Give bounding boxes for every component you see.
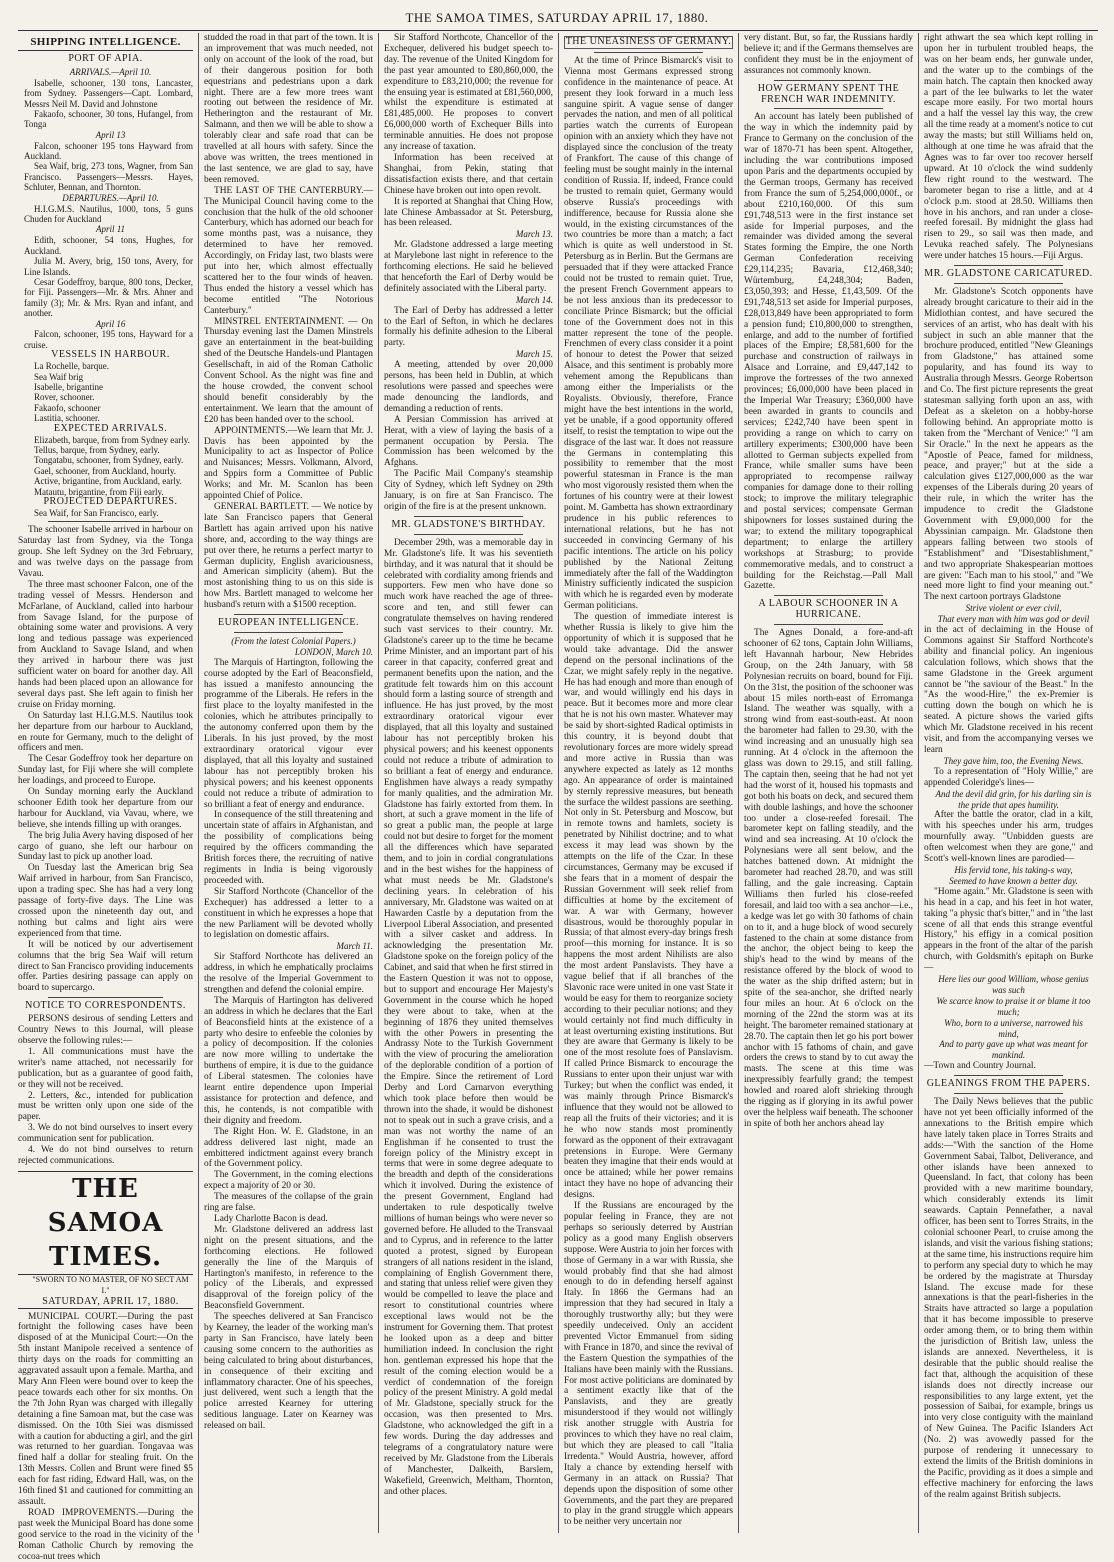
- european-heading: EUROPEAN INTELLIGENCE.: [218, 617, 359, 629]
- divider: [774, 595, 883, 596]
- expected-list: [18, 435, 193, 497]
- port-heading: PORT OF APIA.: [68, 52, 143, 64]
- divider: [48, 997, 163, 998]
- list-item: Fakaofo, schooner: [34, 402, 101, 413]
- notice-item: PERSONS desirous of sending Letters and Country News to this Journal, will please observe the following rules:—: [18, 1014, 193, 1046]
- verse-line: Seemed to have known a better day.: [949, 875, 1078, 886]
- divider: [954, 1075, 1063, 1076]
- paragraph: The schooner Isabelle arrived in harbour on Saturday last from Sydney, via the Tonga group. She left Sydney on the 3rd February, and was twelve days on the passage from Vavau.: [18, 525, 193, 579]
- divider: [954, 1093, 1063, 1094]
- column-3: [378, 33, 558, 1533]
- date-box: [18, 1275, 193, 1309]
- list-item: Isabelle, brigantine: [34, 382, 103, 392]
- verse-line: Strive violent or ever civil,: [965, 603, 1062, 614]
- paragraph: Lady Charlotte Bacon is dead.: [214, 1213, 328, 1224]
- harbour-heading: VESSELS IN HARBOUR.: [51, 349, 170, 361]
- list-item: La Rochelle, barque.: [34, 361, 109, 372]
- indemnity-heading: HOW GERMANY SPENT THE FRENCH WAR INDEMNITY.: [757, 82, 900, 105]
- list-item: Gael, schooner, from Auckland, hourly.: [34, 465, 177, 476]
- paragraph: Mr. Gladstone's Scotch opponents have already brought caricature to their aid in the Midlothian contest, and have secured the services of an artist, who has dealt with his subject in such an able manner that the brochure produced, entitled "New Gleanings from Gladstone," has attained some popularity, and has found its way to Australia through Messrs. George Robertson and Co. The first picture represents the great statesman sallying forth upon an ass, with Defeat as a skeleton on a hobby-horse following behind. An appropriate motto is taken from the "Merchant of Venice:" "I am Sir Oracle." In the next he appears as the "Apostle of Peace, famed for mildness, peace, and prayer;" but at the side a calculation gives £127,000,000 as the war expenses of the Liberals during 20 years of their rule, in which the writer has the impudence to credit the Gladstone Government with £9,000,000 for the Abyssinian campaign. Mr. Gladstone then appears falling between two stools of "Establishment" and "Disestablishment," and two appropriate Shakespearian mottoes are given: "Each man to his stool," and "We need more light to find your meaning out." The next cartoon portrays Gladstone: [924, 286, 1093, 603]
- paragraph: Sir Stafford Northcote has delivered an address, in which he emphatically proclaims the resolve of the Imperial Government to strengthen and defend the colonial empire.: [204, 952, 373, 995]
- notice-item: 1. All communications must have the writer's name attached, not necessarily for publication, but as a guarantee of good faith, or they will not be received.: [18, 1046, 193, 1090]
- list-item: Falcon, schooner, 195 tons, Hayward for a cruise.: [24, 329, 193, 350]
- paragraph: It will be noticed by our advertisement columns that the brig Sea Waif will return direct to San Francisco providing inducements offer. Parties desiring passage can apply on board to supercargo.: [18, 939, 193, 994]
- list-item: Rover, schooner.: [34, 392, 95, 403]
- paragraph: THE LAST OF THE CANTERBURY.—The Municipal Council having come to the conclusion that the hulk of the old schooner Canterbury, which has adorned our beach for some months past, was a nuisance, they determined to have her removed. Accordingly, on Friday last, two blasts were put into her, which almost effectually scattered her to the four winds of heaven. Thus ended the history a vessel which has become entitled "The Notorious Canterbury.": [204, 185, 373, 316]
- verse-line: Here lies our good William, whose genius was such: [938, 974, 1089, 995]
- list-item: Sea Waif, brig, 273 tons, Wagner, from San Francisco. Passengers—Messrs. Hayes, Schluter, Bennan, and Thornton.: [24, 161, 193, 193]
- paragraph: APPOINTMENTS.—We learn that Mr. J. Davis has been appointed by the Municipality to act as Inspector of Police and Nuisances; Messrs. Volkmann, Alvord, and Sppirs form a Committee of Public Works; and Mr. M. Scanlon has been appointed Chief of Police.: [204, 425, 373, 502]
- paragraph: ROAD IMPROVEMENTS.—During the past week the Municipal Board has done some good service to the road in the vicinity of the Roman Catholic Church by removing the cocoa-nut trees which: [18, 1507, 193, 1562]
- paragraph: GENERAL BARTLETT. — We notice by late San Francisco papers that General Bartlett has again arrived upon his native shore, and, according to the way things are put over there, he returns a perfect martyr to German duplicity, English avariciousness, and American simplicity (ahem). But the most astonishing thing to us on this side is how Mrs. Bartlett managed to welcome her husband's return with a $1500 reception.: [204, 501, 373, 611]
- verse-line: They gave him, too, the Evening News.: [943, 755, 1084, 766]
- paragraph: To a representation of "Holy Willie," are appended Coleridge's lines—: [924, 766, 1093, 788]
- paragraph: Mr. Gladstone delivered an address last night on the present situations, and the forthcoming elections. He followed generally the line of the Marquis of Hartington's manifesto, in reference to the policy of the Liberals, and expressed disapproval of the foreign policy of the Beaconsfield Government.: [204, 1224, 373, 1312]
- paragraph: The Pacific Mail Company's steamship City of Sydney, which left Sydney on 29th January, is on fire at San Francisco. The origin of the fire is at the present unknown.: [384, 469, 553, 512]
- paragraph: December 29th, was a memorable day in Mr. Gladstone's life. It was his seventieth birthday, and it was natural that it should be celebrated with cordiality among friends and supporters. Few men who have done so much work have reached the age of three-score and ten, and still fewer can congratulate themselves on having rendered such vast services to their country. Mr. Gladstone's career up to the time he became Prime Minister, and an important part of his career in that capacity, conferred great and permanent benefits upon the nation, and the gratitude felt towards him on this account should form a lasting source of strength and influence. He has just proved, by the most extraordinary oratorical vigour ever displayed, that all this loyalty and sustained labour has not perceptibly broken his physical powers; and his keenest opponents could not reduce a tribute of admiration to so brilliant a feat of energy and endurance. Englishmen have always a ready sympathy for manly qualities, and the admiration Mr. Gladstone has fairly extorted from them. In short, at such a grave moment in the life of so great a public man, the people at large could not but desire to forget for the moment all the differences which have separated them, and to join in cordial congratulations and in the best wishes for the happiness of what must needs be Mr. Gladstone's declining years. In celebration of his anniversary, Mr. Gladstone was waited on at Hawarden Castle by a deputation from the Liverpool Liberal Association, and presented with a silver casket and address. In acknowledging the presentation Mr. Gladstone spoke on the foreign policy of the Cabinet, and said that when he first stirred in the Eastern Question it was not to oppose, but to support and encourage Her Majesty's Government in the course which he hoped they were about to take, when at the beginning of 1876 they united themselves with the other Powers in presenting the Andrassy Note to the Turkish Government with the view of procuring the amelioration of the deplorable condition of a portion of the Empire. Since the retirement of Lord Derby and Lord Carnarvon everything which took place before then would be thrown into the shade, it would be dishonest not to speak out in such a grave crisis, and a man was not worthy the name of an Englishman if he consented to trust the foreign policy of the Ministry except in terms that were in some degree adequate to the breadth and depth of the considerations which it involved. During the existence of the present Government, England had undertaken to rule despotically twelve millions of human beings who were never so governed before. He alluded to the Transvaal and to Cyprus, and in reference to the latter quoted a protest, signed by European strangers of all nations resident in the island, complaining of English Government there, and stating that unless relief were given they would be compelled to leave the place and resort to constitutional countries where exceptional laws would not be the instrument for Governing them. That protest he looked upon as a deep and bitter humiliation indeed. In conclusion the right hon. gentleman expressed his hope that the result of the coming election would be a verdict of condemnation of the foreign policy of the present Ministry. A gold medal of Mr. Gladstone, specially struck for the occasion, was then presented to Mrs. Gladstone, who acknowledged the gift in a few words. During the day addresses and telegrams of a congratulatory nature were received by Mr. Gladstone from the Liberals of Manchester, Dalkeith, Barslem, Wakefield, Greenwich, Meltham, Thornton, and other places.: [384, 537, 553, 1497]
- paragraph: On Saturday last H.I.G.M.S. Nautilus took her departure from our harbour to Auckland, en route for Germany, much to the delight of officers and men.: [18, 710, 193, 754]
- verse-line: That every man with him was god or devil: [937, 614, 1090, 625]
- divider: [48, 521, 163, 522]
- paragraph: The brig Julia Avery having disposed of her cargo of guano, she left our harbour on Sunday last to pick up another load.: [18, 830, 193, 863]
- paragraph: Sir Stafford Northcote, Chancellor of the Exchequer, delivered his budget speech to-day. The revenue of the United Kingdom for the past year amounted to £80,860,000, the expenditure to £83,210,000; the revenue for the ensuing year is estimated at £81,560,000, whilst the expenditure is estimated at £81,485,000. He proposes to convert £6,000,000 worth of Exchequer Bills into terminable annuities. He does not propose any increase of taxation.: [384, 33, 553, 153]
- paragraph: After the battle the orator, clad in a kilt, with his speeches under his arm, trudges mournfully away. "Unbidden guests are often welcomest when they are gone," and Scott's well-known lines are parodied—: [924, 810, 1093, 865]
- projected-heading: PROJECTED DEPARTURES.: [43, 495, 178, 507]
- paragraph: The question of immediate interest is whether Russia is likely to give him the opportunity of which it is supposed that he would take advantage. Did the answer depend on the personal inclinations of the Czar, we might safely reply in the negative. He has had enough and more than enough of war, and would willingly end his days in peace. But it becomes more and more clear that he is not his own master. Whatever may be said by short-sighted Radical optimists in this country, it is beyond doubt that revolutionary forces are more widely spread and more active in Russia than was anywhere expected as lately as 12 months ago. An appearance of order is maintained by sternly repressive measures, but beneath the surface the wildest passions are seething. Not only in St. Petersburg and Moscow, but in remote towns and hamlets, society is penetrated by Nihilist doctrine; and to what excess it may lead was shown by the attempts on the life of the Czar. In these circumstances, Germany may be excused if she fears that in a moment of despair the Russian Government will seek relief from difficulties at home by the excitement of war. A war with Germany, however disastrous, would be thoroughly popular in Russia; of that almost every-day brings fresh proof—this morning for instance. It is so happens the most ardent Nihilists are also the most ardent Panslavists. They have a vague belief that if all branches of the Slavonic race were united in one vast State it would be easy for them to reorganize society according to their peculiar notions; and they would certainly not find much difficulty in at least overturning existing institutions. But they are aware that Germany is likely to be one of the most resolute foes of Panslavism. If called Prince Bismarck to encourage the Russians to enter upon their unjust war with Turkey; but when the conflict was ended, it was mainly through Prince Bismarck's influence that they would not be allowed to reap all the fruits of their victories; and it is he who now stands most prominently forward as the opponent of their extravagant pretensions in Europe. Were Germany beaten they imagine that their ends would at once be attained; while her power remains intact they have no hope of advancing their designs.: [564, 612, 733, 1201]
- column-1: [18, 33, 198, 1562]
- paragraph: Sir Stafford Northcote (Chancellor of the Exchequer) has addressed a letter to a constituent in which he expresses a hope that the new Parliament will be devoted wholly to legislation on domestic affairs.: [204, 886, 373, 941]
- list-item: H.I.G.M.S. Nautilus, 1000, tons, 5 guns Chuden for Auckland: [24, 203, 193, 224]
- page-masthead: THE SAMOA TIMES, SATURDAY APRIL 17, 1880.: [405, 10, 709, 25]
- european-subheading: (From the latest Colonial Papers.): [231, 635, 356, 646]
- verse-line: His fervid tone, his taking-s way,: [954, 864, 1073, 875]
- divider: [414, 534, 523, 535]
- arrivals-list: [18, 78, 193, 193]
- paragraph: The Earl of Derby has addressed a letter to the Earl of Sefton, in which he declares formally his definite adhesion to the Liberal party.: [384, 305, 553, 349]
- notice-item: 3. We do not bind ourselves to insert every communication sent for publication.: [18, 1123, 193, 1145]
- list-item: Sea Waif, for San Francisco, early.: [34, 507, 159, 518]
- dateline: March 15.: [515, 349, 553, 360]
- paragraph: studded the road in that part of the town. It is an improvement that was much needed, not only on account of the look of the road, but of their dangerous position for both equestrians and pedestrians upon a dark night. There are a few more trees want rooting out between the residence of Mr. Hetherington and the restaurant of Mr. Salmann, and then we will be able to show a tolerably clear and safe road that can be travelled at all hours with safety. Since the above was written, the trees mentioned in the last sentence, we are glad to say, have been removed.: [204, 33, 373, 185]
- newspaper-title-banner: THE SAMOA TIMES.: [18, 1171, 193, 1275]
- paragraph: At the time of Prince Bismarck's visit to Vienna most Germans expressed strong confidence in the maintenance of peace. At present they look forward in a much less sanguine spirit. A vague sense of danger pervades the nation, and men of all political parties watch the currents of European opinion with an anxiety which they have not displayed since the conclusion of the treaty of Frankfort. The cause of this change of feeling must be sought mainly in the internal condition of Russia. If, indeed, France could be trusted to remain quiet, Germany would observe Russia's proceedings with indifference, because for Russia alone she would, in the existing circumstances of the two countries be more than a match; a fact which is quite as well understood in St. Petersburg as in Berlin. But the Germans are persuaded that if they were attacked France could not be trusted to remain quiet. True, the present French Government appears to be not less anxious than its predecessor to conciliate Prince Bismarck; but the official tone of the Government does not in this matter represent the tone of the people. Frenchmen of every class consider it a point of honour to detest the Power that seized Alsace, and this sentiment is probably more vehement among the Republicans than among either the Imperialists or the Royalists. Obviously, therefore, France might have the best intentions in the world, yet be unable, if a good opportunity offered itself, to resist the temptation to wipe out the disgrace of the last war. It does not reassure the Germans in contemplating this possibility to remember that the most powerful statesman in France is the man who most vigorously resisted them when the fortunes of his country were at their lowest point. M. Gambetta has shown extraordinary prudence in his public references to international relations, but he has not succeeded in convincing Germany of his pacific intentions. The article on his policy published by the National Zeitung immediately after the fall of the Waddington Ministry sufficiently indicated the suspicion with which he is regarded even by moderate German politicians.: [564, 55, 733, 612]
- column-6: [918, 33, 1098, 1533]
- divider: [954, 283, 1063, 284]
- birthday-heading: MR. GLADSTONE'S BIRTHDAY.: [391, 518, 546, 530]
- paragraph: MINSTREL ENTERTAINMENT. — On Thursday evening last the Damen Minstrels gave an entertainment in the beat-building shed of the Deutsche Handels-und Plantagen Gesellschaft, in aid of the Roman Catholic Convent School. As the night was fine and the house crowded, the convent school should benefit considerably by the entertainment. We learn that the amount of £20 has been handed over to the school.: [204, 316, 373, 425]
- motto: "SWORN TO NO MASTER, OF NO SECT AM I.": [32, 1274, 189, 1295]
- paragraph: The Marquis of Hartington, following the course adopted by the Earl of Beaconsfield, has issued a manifesto announcing the programme of the Liberals. He refers in the first place to the loyalty manifested in the colonies, which he attributes principally to the autonomy conferred upon them by the Liberals. In his just proved, by the most extraordinary oratorical vigour ever displayed, that all this loyalty and sustained labour has not perceptibly broken his physical powers; and his keenest opponents could not reduce a tribute of admiration to so brilliant a feat of energy and endurance.: [204, 657, 373, 810]
- paragraph: in the act of declaiming in the House of Commons against Sir Stafford Northcote's ability and financial policy. An ingenious calculation follows, which shows that the same Gladstone in the Greek argument cannot be "the saviour of the Beast." In the "As the wood-Hire," the ex-Premier is cutting down the bough on which he is seated. A picture shows the varied gifts which Mr. Gladstone received in his recent visit, and from the accompanying verses we learn: [924, 625, 1093, 755]
- verse-line: And the devil did grin, for his darling sin is the pride that apes humility.: [935, 788, 1092, 810]
- divider: [774, 80, 883, 81]
- verse-line: Who, born to a universe, narrowed his mind,: [944, 1017, 1083, 1039]
- list-item: Isabelle, schooner, 130 tons, Lancaster, from Sydney. Passengers—Capt. Lombard, Messrs Neil M. David and Johnstone: [24, 77, 193, 109]
- paragraph: The Right Hon. W. E. Gladstone, in an address delivered last night, made an embittered indictment against every branch of the Government policy.: [204, 1126, 373, 1170]
- divider: [234, 614, 343, 615]
- paragraph: very distant. But, so far, the Russians hardly believe it; and if the Germans themselves are confident they must be in the enjoyment of assurances not commonly known.: [744, 33, 913, 76]
- list-item: Elizabeth, barque, from from Sydney early.: [34, 434, 190, 445]
- dateline: March 11.: [336, 941, 373, 952]
- list-item: Tongatabu, schooner, from Sydney, early.: [34, 455, 184, 466]
- paragraph: The Government, in the coming elections expect a majority of 20 or 30.: [204, 1170, 373, 1192]
- list-item: Fakaofo, schooner, 30 tons, Hufangel, from Tonga: [24, 108, 193, 130]
- list-item: Sea Waif brig: [34, 371, 84, 382]
- list-item: April 16: [95, 318, 126, 329]
- verse-line: We scarce know to praise it or blame it too much;: [936, 995, 1091, 1017]
- source-credit: —Town and Country Journal.: [924, 1061, 1036, 1072]
- expected-heading: EXPECTED ARRIVALS.: [53, 422, 168, 434]
- column-2: [198, 33, 378, 1533]
- newspaper-page: [18, 33, 1098, 1562]
- list-item: Lastitia, schooner.: [34, 413, 100, 424]
- list-item: April 11: [95, 224, 126, 235]
- issue-date: SATURDAY, APRIL 17, 1880.: [42, 1295, 179, 1307]
- paragraph: The Daily News believes that the public have not yet been officially informed of the annexations to the British empire which have lately taken place in Torres Straits and adds:—"With the sanction of the Home Government Sabai, Talbot, Deliverance, and other islands have been annexed to Queensland. In fact, that colony has been provided with a new maritime boundary, which considerably extends its limit seawards. Captain Pennefather, a naval officer, has been sent to Torres Straits, in the colonial schooner Pearl, to cruise among the islands, and visit the various fishing stations; at the same time, his instructions require him to perform any special duty to which he may be ordered by the magistrate at Thursday Island. The excuse made for these annexations is that the pearl-fisheries in the Straits have attracted so large a population that it has become impossible to preserve order among them, or to bring them within the jurisdiction of British law, unless the islands are annexed. Nevertheless, it is desirable that the public should realise the fact that, although the acquisition of these islands does not directly increase our responsibilities to any large extent, yet the possession of Saibai, for example, brings us into very close contiguity with the mainland of New Guinea. The Pacific Islanders Act (No. 2) was avowedly passed for the purpose of rendering it unnecessary to extend the limits of the British dominions in the Pacific, providing as it does a simple and effective machinery for enforcing the laws of the realm against British subjects.: [924, 1097, 1093, 1500]
- divider: [414, 516, 523, 517]
- list-item: Cesar Godeffroy, barque, 800 tons, Decker, for Fiji. Passengers—Mr. & Mrs. Ahner and family (3); Mr. & Mrs. Ryan and infant, and another.: [24, 276, 193, 319]
- paragraph: right athwart the sea which kept rolling in upon her in turbulent troubled heaps, the was on her beam ends, her gunwale under, and the water up to the combings of the main hatch. The captain then knocked away a part of the lee bulwarks to let the water escape more easily. For two mortal hours and a half the vessel lay this way, the crew all the time ready at a moment's notice to cut away the masts; but still Williams held on, although at one time he was afraid that the Agnes was to far over too recover herself upward. At 10 o'clock the wind suddenly flew right round to the westward. The barometer began to rise a little, and at 4 o'clock p.m. stood at 28.50. Williams then hove in his anchors, and ran under a close-reefed foresail. By midnight the glass had risen to 29., so sail was then made, and Levuka reached safely. The Polynesians were under hatches 15 hours.—Fiji Argus.: [924, 33, 1093, 262]
- list-item: Matautu, brigantine, from Fiji early.: [34, 486, 164, 497]
- column-4: [558, 33, 738, 1533]
- paragraph: "Home again." Mr. Gladstone is seen with his head in a cap, and his feet in hot water, taking "a physic that's bitter," and in "the last scene of all that ends this strange eventful History," his effigy in a comical position appears in the front of the altar of the parish church, with Goldsmith's epitaph on Burke—: [924, 886, 1093, 974]
- departures-heading: DEPARTURES.—April 10.: [62, 192, 159, 203]
- verse-line: And to party gave up what was meant for mankind.: [939, 1039, 1088, 1061]
- paragraph: The measures of the collapse of the grain ring are false.: [204, 1192, 373, 1214]
- paragraph: MUNICIPAL COURT.—During the past fortnight the following cases have been disposed of at the Municipal Court:—On the 5th instant Manipole received a sentence of thirty days on the roads for committing an aggravated assault upon a female. Martha, and Mary Ann Fleen were bound over to keep the peace towards each other for six months. On the 7th John Ryan was charged with illegally detaining a fine Samoan mat, but the case was dismissed. On the 10th Siei was dismissed with a caution for abducting a girl, and the girl was returned to her guardian. Tongavaa was fined half a dollar for stealing fruit. On the 13th Messrs. Collen and Brunt were fined $5 each for fast riding, Edward Hall, was, on the 16th fined $1 and cautioned for committing an assault.: [18, 1311, 193, 1507]
- paragraph: If the Russians are encouraged by the popular feeling in France, they are not perhaps so seriously deterred by Austrian policy as a good many English observers suppose. Were Austria to join her forces with those of Germany in a war with Russia, she would probably find that she had almost enough to do in defending herself against Italy. In 1866 the Germans had an impression that they had secured in Italy a thoroughly trustworthy ally; but they were speedily undeceived. Only an accident prevented Victor Emmanuel from siding with France in 1870, and since the revival of the Eastern Question the sympathies of the Italians have been mainly with the Russians. For most active politicians are dominated by a sentiment exactly like that of the Panslavists, and they are greatly misunderstood if they would not willingly risk another struggle with Austria for provinces to which they have no real claim, but which they are pleased to call "Italia Irredenta." Would Austria, however, afford Italy a chance by extending herself with Germany in an attack on Russia? That depends upon the disposition of some other Governments, and the part they are prepared to play in the grand struggle which appears to be neither very uncertain nor: [564, 1201, 733, 1528]
- list-item: Tellus, barque, from Sydney, early.: [34, 444, 160, 455]
- notice-heading: NOTICE TO CORRESPONDENTS.: [25, 1000, 186, 1012]
- dateline: March 13.: [515, 229, 553, 240]
- caricature-heading: MR. GLADSTONE CARICATURED.: [924, 268, 1093, 280]
- gleanings-heading: GLEANINGS FROM THE PAPERS.: [926, 1078, 1091, 1090]
- paragraph: Information has been received at Shanghai, from Pekin, stating that dissatisfaction exists there, and that certain Chinese have broken out into open revolt.: [384, 152, 553, 196]
- paragraph: It is reported at Shanghai that Ching How, late Chinese Ambassador at St. Petersburg, has been released.: [384, 196, 553, 229]
- dateline: March 14.: [515, 294, 553, 305]
- paragraph: An account has lately been published of the way in which the indemnity paid by France to Germany on the conclusion of the war of 1870-71 has been spent. Altogether, including the war contributions imposed upon Paris and the departments occupied by the German troops, Germany has received from France the sum of 5,254,000,000f., or about £210,160,000. Of this sum £91,748,513 were in the first instance set aside for Imperial purposes, and the remainder was divided among the several States forming the Empire, the one North German Confederation receiving £29,114,235; Bavaria, £12,468,340; Würtemburg, £4,248,304; Baden, £3,050,393; and Hesse, £1,43,509. Of the £91,748,513 set aside for Imperial purposes, £28,013,849 have been appropriated to form a pension fund; £10,800,000 to strengthen, enlarge, and add to the number of fortified places of the Empire; £8,581,600 for the purchase and construction of railways in Alsace and Lorraine, and £9,447,142 to improve the fortresses of the two annexed provinces; £6,000,000 have been placed in the Imperial War Treasury; £360,000 have been awarded in grants to councils and services; £242,740 have been spent in providing a range on which to carry on artillery experiments; £300,000 have been allotted to German subjects expelled from France, while smaller sums have been appropriated to recompense railway companies for damage done to their rolling stock; to improve the military telegraphic and postal services; compensate German shipowners for losses sustained during the war; to extend the military topographical department; to enlarge the artillery workshops at Strasburg; to provide commemorative medals, and to construct a building for the Reichstag.—Pall Mall Gazette.: [744, 112, 913, 592]
- paragraph: On Tuesday last the American brig Sea Waif arrived in harbour, from San Francisco, upon a trading spec. She has had a very long passage of forty-five days. The Line was crossed upon the nineteenth day out, and nothing but calms and light airs were experienced from that time.: [18, 863, 193, 939]
- arrivals-heading: ARRIVALS.—April 10.: [69, 66, 152, 77]
- paragraph: A meeting, attended by over 20,000 persons, has been held in Dublin, at which resolutions were passed and speeches were made denouncing the landlords, and demanding a reduction of rents.: [384, 360, 553, 414]
- divider: [234, 632, 343, 633]
- paragraph: The Marquis of Hartington has delivered an address in which he declares that the Earl of Beaconsfield hints at the existence of a party who desire to enfeeble the colonies by a policy of decomposition. If the colonies are now more willing to undertake the burthens of empire, it is due to the guidance of Liberal statesmen. The colonies have learnt entire dependence upon Imperial assistance for protection and defence, and this, he contends, is not compatible with their dignity and freedom.: [204, 995, 373, 1126]
- divider: [774, 108, 883, 109]
- divider: [774, 624, 883, 625]
- list-item: Active, brigantine, from Auckland, early.: [34, 476, 182, 487]
- masthead-rule: [18, 30, 1098, 31]
- list-item: Falcon, schooner 195 tons Hayward from Auckland.: [24, 140, 193, 162]
- paragraph: A Persian Commission has arrived at Herat, with a view of laying the basis of a permanent occupation by Persia. The Commission has been welcomed by the Afghans.: [384, 414, 553, 469]
- paragraph: The Agnes Donald, a fore-and-aft schooner of 62 tons, Captain John Williams, left Havannah harbour, New Hebrides Group, on the 24th January, with 58 Polynesian recruits on board, bound for Fiji. On the 31st, the position of the schooner was about 15 miles north-east of Erromanga Island. The weather was squally, with a strong wind from east-south-east. At noon the barometer had fallen to 29.30, with the wind increasing and an unusually high sea running. At 4 o'clock in the afternoon the glass was down to 29.15, and still falling. The captain then, seeing that he had not yet had the worst of it, housed his topmasts and got both his boats on deck, and secured them with double lashings, and hove the schooner too under a close-reefed foresail. The barometer kept on falling steadily, and the wind and sea increasing. At 10 o'clock the Polynesians were all sent below, and the hatches battened down. At midnight the barometer had reached 28.70, and was still falling, and the gale increasing. Captain Williams then furled his close-reefed foresail, and laid too with a sea anchor—i.e., a kedge was let go with 30 fathoms of chain on to it, and a huge block of wood securely fastened to the chain at some distance from the anchor, the object being to keep the ship's head to the wind by means of the resistance offered by the block of wood to the water as the ship drifted astern; but in spite of the sea-anchor, she drifted nearly four miles an hour. At 6 o'clock on the morning of the 22nd the storm was at its height. The barometer remained stationary at 28.70. The captain then let go his port bower anchor with 15 fathoms of chain, and gave orders the crews to stand by to cut away the masts. The scene at this time was inexpressibly fearfully grand; the tempest howled and roared aloft shrieking through the rigging as if glorying in its awful power over the helpless waif beneath. The schooner in spite of both her anchors ahead lay: [744, 628, 913, 1129]
- notice-item: 2. Letters, &c., intended for publication must be written only upon one side of the paper.: [18, 1090, 193, 1123]
- paragraph: The speeches delivered at San Francisco by Kearney, the leader of the working man's party in San Francisco, have lately been causing some concern to the authorities as being calculated to bring about disturbances, in consequence of their exciting and inflammatory character. One of his speeches, just delivered, went such a length that the police arrested Kearney for uttering seditious language. Later on Kearney was released on bail.: [204, 1312, 373, 1432]
- shipping-heading: SHIPPING INTELLIGENCE.: [18, 37, 193, 51]
- paragraph: Mr. Gladstone addressed a large meeting at Marylebone last night in reference to the forthcoming elections. He said he believed that henceforth the Earl of Derby would be definitely associated with the Liberal party.: [384, 240, 553, 294]
- column-5: [738, 33, 918, 1533]
- departures-list: [18, 204, 193, 351]
- divider: [594, 52, 703, 53]
- list-item: April 13: [95, 129, 126, 140]
- paragraph: On Sunday morning early the Auckland schooner Edith took her departure from our harbour for Auckland, via Vavau, where, we believe, she intends filling up with oranges.: [18, 787, 193, 830]
- dateline: LONDON, March 10.: [294, 646, 373, 657]
- list-item: Edith, schooner, 54 tons, Hughes, for Auckland.: [24, 235, 193, 256]
- harbour-list: [18, 361, 193, 423]
- paragraph: In consequence of the still threatening and uncertain state of affairs in Afghanistan, and the possibility of complications being required by the officers commanding the British forces there, the recruiting of native regiments in India is being vigorously proceeded with.: [204, 810, 373, 886]
- divider: [954, 265, 1063, 266]
- hurricane-heading: A LABOUR SCHOONER IN A HURRICANE.: [758, 598, 899, 621]
- list-item: Julia M. Avery, brig, 150 tons, Avery, for Line Islands.: [24, 256, 193, 277]
- paragraph: The three mast schooner Falcon, one of the trading vessel of Messrs. Henderson and McFarlane, of Auckland, called into harbour from Savage Island, for the purpose of obtaining some water and provisions. A very long and tedious passage was experienced from Auckland to Savage Island, and when they arrived in harbour there was just sufficient water on board for another day. All hands had been placed upon an allowance for several days past. She left again to finish her cruise on Friday morning.: [18, 579, 193, 710]
- paragraph: The Cesar Godeffroy took her departure on Sunday last, for Fiji where she will complete her loadings, and proceed to Europe.: [18, 754, 193, 787]
- germany-heading: THE UNEASINESS OF GERMANY.: [565, 36, 732, 47]
- notice-item: 4. We do not bind ourselves to return rejected communications.: [18, 1145, 193, 1166]
